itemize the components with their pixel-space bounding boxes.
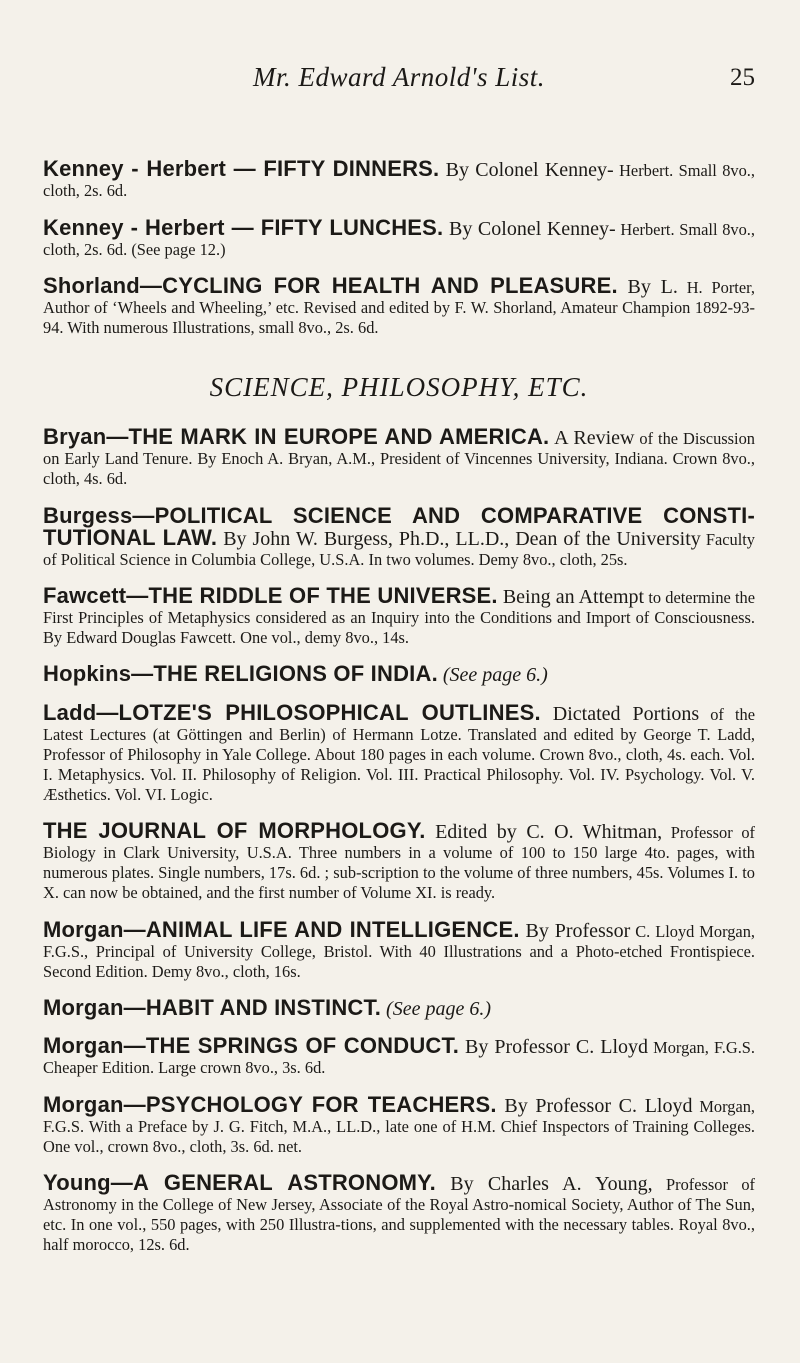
entry-body: of the Discussion on Early Land Tenure. By Enoch A. Bryan, A.M., President of Vincennes University, Indiana. Crown 8vo., cloth, 4s. 6d.: [43, 429, 755, 489]
entry-heading: Morgan—PSYCHOLOGY FOR TEACHERS.: [43, 1091, 497, 1117]
entry-ladd: [43, 699, 755, 805]
page-number: 25: [730, 64, 755, 91]
entry-lead: By Charles A. Young,: [435, 1173, 653, 1196]
entry-lead: Dictated Portions: [540, 702, 700, 725]
entry-lead: Being an Attempt: [497, 585, 645, 608]
entry-lead: By John W. Burgess, Ph.D., LL.D., Dean of the University: [217, 527, 701, 550]
entry-heading: Shorland—CYCLING FOR HEALTH AND PLEASURE.: [43, 273, 618, 299]
entry-body: H. Porter, Author of ‘Wheels and Wheeling,’ etc. Revised and edited by F. W. Shorland, Amateur Champion 1892-93-94. With numerous Illustrations, small 8vo., 2s. 6d.: [43, 278, 756, 338]
entry-morgan-springs: [43, 1033, 755, 1078]
entry-body: of the Latest Lectures (at Göttingen and Berlin) of Hermann Lotze. Translated and edited by George T. Ladd, Professor of Philosophy in Yale College. About 180 pages in each volume. Crown 8vo., cloth, 4s. each. Vol. I. Metaphysics. Vol. II. Philosophy of Religion. Vol. III. Practical Philosophy. Vol. IV. Psychology. Vol. V. Æsthetics. Vol. VI. Logic.: [43, 704, 755, 804]
entry-lead: By Professor: [519, 919, 631, 942]
entry-hopkins: [43, 661, 755, 687]
entry-morgan-animal-life: [43, 916, 756, 982]
entry-lead: A Review: [549, 427, 635, 450]
running-title: Mr. Edward Arnold's List.: [252, 62, 546, 92]
entry-body: Professor of Astronomy in the College of New Jersey, Associate of the Royal Astro-nomical Society, Author of The Sun, etc. In one vol., 550 pages, with 250 Illustra-tions, and supplemented with the necessary tables. Royal 8vo., half morocco, 12s. 6d.: [43, 1175, 755, 1255]
entry-young-astronomy: [43, 1170, 755, 1255]
entry-heading: THE JOURNAL OF MORPHOLOGY.: [43, 818, 426, 844]
entry-body: C. Lloyd Morgan, F.G.S., Principal of University College, Bristol. With 40 Illustrations and a Photo-etched Frontispiece. Second Edition. Demy 8vo., cloth, 16s.: [43, 921, 756, 981]
entry-lead: By Professor C. Lloyd: [459, 1036, 649, 1059]
entry-lead: By Colonel Kenney-: [443, 217, 616, 240]
entry-heading: Bryan—THE MARK IN EUROPE AND AMERICA.: [43, 424, 550, 450]
entries-list: [43, 143, 755, 1268]
entry-kenney-herbert-lunches: [43, 214, 756, 260]
entry-heading: Morgan—THE SPRINGS OF CONDUCT.: [43, 1033, 460, 1059]
entry-shorland-cycling: [43, 273, 756, 338]
entry-lead: Edited by C. O. Whitman,: [425, 821, 663, 844]
entry-fawcett: [43, 582, 756, 648]
section-heading: SCIENCE, PHILOSOPHY, ETC.: [209, 372, 589, 403]
entry-morgan-habit: [43, 994, 755, 1020]
entry-heading: Kenney - Herbert — FIFTY LUNCHES.: [43, 214, 444, 240]
entry-lead: (See page 6.): [381, 997, 491, 1020]
entry-heading: Morgan—ANIMAL LIFE AND INTELLIGENCE.: [43, 916, 520, 942]
entry-burgess: [43, 502, 755, 570]
entry-lead: (See page 6.): [437, 664, 548, 687]
entry-lead: By Professor C. Lloyd: [496, 1094, 693, 1117]
entry-lead: By Colonel Kenney-: [439, 159, 614, 182]
running-head: [43, 62, 755, 102]
entry-body: Herbert. Small 8vo., cloth, 2s. 6d. (See page 12.): [43, 219, 756, 259]
entry-journal-morphology: [43, 818, 755, 903]
entry-heading: Morgan—HABIT AND INSTINCT.: [43, 994, 382, 1020]
entry-lead: By L.: [617, 276, 678, 299]
entry-body: Professor of Biology in Clark University, U.S.A. Three numbers in a volume of 100 to 150 large 4to. pages, with numerous plates. Single numbers, 17s. 6d. ; sub-scription to the volume of three numbers, 45s. Volumes I. to X. can now be obtained, and the first number of Volume XI. is ready.: [43, 823, 755, 903]
entry-bryan: [43, 424, 755, 489]
entry-morgan-psychology: [43, 1091, 756, 1157]
entry-body: to determine the First Principles of Metaphysics considered as an Inquiry into the Conditions and Import of Consciousness. By Edward Douglas Fawcett. One vol., demy 8vo., 14s.: [43, 587, 756, 647]
entry-heading: Young—A GENERAL ASTRONOMY.: [43, 1170, 436, 1196]
entry-heading: Burgess—POLITICAL SCIENCE AND COMPARATIVE CONSTI-TUTIONAL LAW.: [43, 502, 755, 550]
entry-heading: Ladd—LOTZE'S PHILOSOPHICAL OUTLINES.: [43, 699, 541, 725]
entry-heading: Hopkins—THE RELIGIONS OF INDIA.: [43, 661, 438, 687]
entry-kenney-herbert-dinners: [43, 156, 756, 201]
entry-body: Morgan, F.G.S. With a Preface by J. G. Fitch, M.A., LL.D., late one of H.M. Chief Inspectors of Training Colleges. One vol., crown 8vo., cloth, 3s. 6d. net.: [43, 1096, 756, 1156]
entry-heading: Fawcett—THE RIDDLE OF THE UNIVERSE.: [43, 582, 498, 608]
entry-body: Morgan, F.G.S. Cheaper Edition. Large crown 8vo., 3s. 6d.: [43, 1038, 755, 1078]
entry-heading: Kenney - Herbert — FIFTY DINNERS.: [43, 156, 440, 182]
entry-body: Herbert. Small 8vo., cloth, 2s. 6d.: [43, 161, 756, 201]
entry-body: Faculty of Political Science in Columbia College, U.S.A. In two volumes. Demy 8vo., cloth, 25s.: [43, 529, 755, 569]
